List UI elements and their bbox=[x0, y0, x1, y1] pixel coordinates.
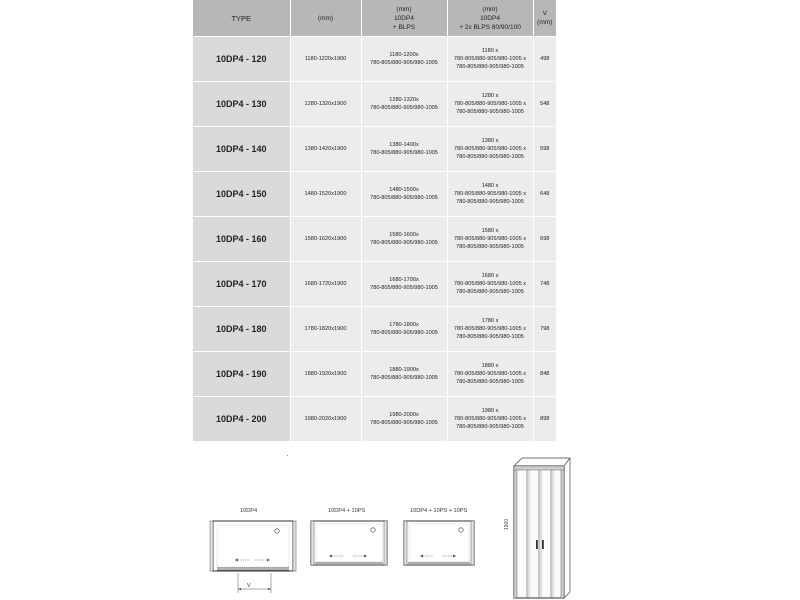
v-cell: 748 bbox=[533, 262, 556, 307]
blps2-cell-line: 780-805/880-905/980-1005 x bbox=[453, 146, 527, 152]
table-header-row bbox=[193, 0, 556, 37]
v-cell: 698 bbox=[533, 217, 556, 262]
blps2-cell bbox=[447, 307, 533, 352]
blps2-cell bbox=[447, 172, 533, 217]
blps-cell-line: 780-805/880-905/980-1005 bbox=[370, 240, 438, 246]
blps2-cell-line: 780-805/880-905/980-1005 bbox=[456, 334, 524, 340]
dimension-cell: 1780-1820x1900 bbox=[290, 307, 361, 352]
plan-10dp4-diagram bbox=[205, 515, 300, 600]
blps2-cell bbox=[447, 262, 533, 307]
blps-cell-line: 780-805/880-905/980-1005 bbox=[370, 330, 438, 336]
blps2-cell-line: 780-805/880-905/980-1005 x bbox=[453, 191, 527, 197]
plan-10dp4-label: 10DP4 bbox=[240, 508, 258, 514]
blps-cell bbox=[361, 307, 447, 352]
blps2-cell-line: 780-805/880-905/980-1005 bbox=[456, 244, 524, 250]
blps-cell-line: 1580-1600x bbox=[389, 232, 419, 238]
type-cell: 10DP4 - 160 bbox=[193, 217, 290, 262]
stray-dot bbox=[287, 455, 288, 456]
dimension-cell: 1180-1220x1900 bbox=[290, 37, 361, 82]
blps2-cell-line: 780-805/880-905/980-1005 x bbox=[453, 371, 527, 377]
shower-enclosure-elevation-drawing bbox=[508, 452, 576, 600]
blps2-cell-line: 1380 x bbox=[481, 138, 499, 144]
column-header-4 bbox=[533, 0, 556, 37]
dimension-cell: 1680-1720x1900 bbox=[290, 262, 361, 307]
column-header-3 bbox=[447, 0, 533, 37]
type-cell: 10DP4 - 180 bbox=[193, 307, 290, 352]
plan-10dp4-10ps-10ps-diagram bbox=[400, 515, 480, 570]
blps2-cell-line: 1280 x bbox=[481, 93, 499, 99]
table-row bbox=[193, 262, 556, 307]
blps2-cell-line: 1680 x bbox=[481, 273, 499, 279]
blps2-cell bbox=[447, 127, 533, 172]
type-cell: 10DP4 - 170 bbox=[193, 262, 290, 307]
blps2-cell-line: 780-805/880-905/980-1005 bbox=[456, 379, 524, 385]
blps-cell-line: 1480-1500x bbox=[389, 187, 419, 193]
blps2-cell-line: 780-805/880-905/980-1005 bbox=[456, 109, 524, 115]
blps2-cell-line: 780-805/880-905/980-1005 x bbox=[453, 236, 527, 242]
blps-cell-line: 1980-2000x bbox=[389, 412, 419, 418]
blps2-cell-line: 780-805/880-905/980-1005 bbox=[456, 289, 524, 295]
blps2-cell bbox=[447, 217, 533, 262]
blps-cell-line: 1880-1900x bbox=[389, 367, 419, 373]
type-cell: 10DP4 - 120 bbox=[193, 37, 290, 82]
type-cell: 10DP4 - 150 bbox=[193, 172, 290, 217]
column-header-line: (mm) bbox=[317, 14, 334, 22]
blps2-cell bbox=[447, 352, 533, 397]
blps2-cell bbox=[447, 397, 533, 442]
table-row bbox=[193, 127, 556, 172]
blps-cell bbox=[361, 37, 447, 82]
table-body bbox=[193, 37, 556, 442]
blps-cell-line: 780-805/880-905/980-1005 bbox=[370, 60, 438, 66]
type-cell: 10DP4 - 140 bbox=[193, 127, 290, 172]
blps2-cell-line: 1980 x bbox=[481, 408, 499, 414]
blps2-cell-line: 780-805/880-905/980-1005 bbox=[456, 64, 524, 70]
blps-cell-line: 780-805/880-905/980-1005 bbox=[370, 375, 438, 381]
table-row bbox=[193, 217, 556, 262]
v-cell: 498 bbox=[533, 37, 556, 82]
blps2-cell-line: 1480 x bbox=[481, 183, 499, 189]
dimension-cell: 1480-1520x1900 bbox=[290, 172, 361, 217]
v-cell: 848 bbox=[533, 352, 556, 397]
dimension-cell: 1280-1320x1900 bbox=[290, 82, 361, 127]
dimensions-table bbox=[193, 0, 556, 442]
table-row bbox=[193, 172, 556, 217]
v-cell: 798 bbox=[533, 307, 556, 352]
blps2-cell-line: 780-805/880-905/980-1005 x bbox=[453, 101, 527, 107]
blps2-cell-line: 780-805/880-905/980-1005 x bbox=[453, 281, 527, 287]
blps-cell-line: 780-805/880-905/980-1005 bbox=[370, 420, 438, 426]
blps2-cell-line: 1180 x bbox=[481, 48, 499, 54]
dimension-cell: 1880-1920x1900 bbox=[290, 352, 361, 397]
elevation-height-label: 1900 bbox=[504, 518, 510, 530]
table-row bbox=[193, 307, 556, 352]
plan-10dp4-10ps-label: 10DP4 + 10PS bbox=[328, 508, 366, 514]
blps2-cell bbox=[447, 37, 533, 82]
blps-cell-line: 1780-1800x bbox=[389, 322, 419, 328]
table-row bbox=[193, 82, 556, 127]
blps-cell bbox=[361, 262, 447, 307]
dimension-cell: 1580-1620x1900 bbox=[290, 217, 361, 262]
column-header-line: (mm) bbox=[482, 5, 498, 13]
dimension-cell: 1380-1420x1900 bbox=[290, 127, 361, 172]
blps-cell-line: 1280-1320x bbox=[389, 97, 419, 103]
column-header-line: TYPE bbox=[231, 13, 252, 23]
v-cell: 598 bbox=[533, 127, 556, 172]
column-header-2 bbox=[361, 0, 447, 37]
type-cell: 10DP4 - 200 bbox=[193, 397, 290, 442]
plan-10dp4-10ps-10ps-label: 10DP4 + 10PS + 10PS bbox=[410, 508, 468, 514]
column-header-0 bbox=[193, 0, 290, 37]
blps-cell-line: 1380-1400x bbox=[389, 142, 419, 148]
blps2-cell-line: 1880 x bbox=[481, 363, 499, 369]
blps-cell bbox=[361, 217, 447, 262]
type-cell: 10DP4 - 130 bbox=[193, 82, 290, 127]
table-row bbox=[193, 397, 556, 442]
dimension-cell: 1980-2020x1900 bbox=[290, 397, 361, 442]
blps2-cell-line: 780-805/880-905/980-1005 x bbox=[453, 56, 527, 62]
column-header-line: 10DP4 bbox=[394, 14, 414, 22]
column-header-line: + BLPS bbox=[392, 23, 416, 31]
blps-cell-line: 780-805/880-905/980-1005 bbox=[370, 195, 438, 201]
blps2-cell-line: 780-805/880-905/980-1005 bbox=[456, 154, 524, 160]
blps2-cell-line: 1580 x bbox=[481, 228, 499, 234]
blps2-cell-line: 780-805/880-905/980-1005 bbox=[456, 424, 524, 430]
blps2-cell-line: 780-805/880-905/980-1005 x bbox=[453, 326, 527, 332]
blps-cell bbox=[361, 172, 447, 217]
blps-cell-line: 780-805/880-905/980-1005 bbox=[370, 285, 438, 291]
table-row bbox=[193, 37, 556, 82]
table-row bbox=[193, 352, 556, 397]
column-header-line: V (mm) bbox=[537, 10, 553, 26]
blps-cell-line: 780-805/880-905/980-1005 bbox=[370, 150, 438, 156]
blps-cell-line: 780-805/880-905/980-1005 bbox=[370, 105, 438, 111]
column-header-line: 10DP4 bbox=[480, 14, 500, 22]
blps-cell bbox=[361, 352, 447, 397]
blps2-cell-line: 1780 x bbox=[481, 318, 499, 324]
blps-cell-line: 1180-1200x bbox=[389, 52, 419, 58]
blps-cell bbox=[361, 127, 447, 172]
type-cell: 10DP4 - 190 bbox=[193, 352, 290, 397]
column-header-1 bbox=[290, 0, 361, 37]
dimension-v-label: V bbox=[247, 583, 251, 589]
blps-cell bbox=[361, 82, 447, 127]
blps2-cell-line: 780-805/880-905/980-1005 x bbox=[453, 416, 527, 422]
column-header-line: + 2x BLPS 80/90/100 bbox=[459, 23, 521, 31]
column-header-line: (mm) bbox=[396, 5, 412, 13]
plan-10dp4-10ps-diagram bbox=[307, 515, 392, 570]
blps-cell bbox=[361, 397, 447, 442]
v-cell: 648 bbox=[533, 172, 556, 217]
v-cell: 898 bbox=[533, 397, 556, 442]
v-cell: 548 bbox=[533, 82, 556, 127]
blps2-cell bbox=[447, 82, 533, 127]
blps-cell-line: 1680-1700x bbox=[389, 277, 419, 283]
blps2-cell-line: 780-805/880-905/980-1005 bbox=[456, 199, 524, 205]
